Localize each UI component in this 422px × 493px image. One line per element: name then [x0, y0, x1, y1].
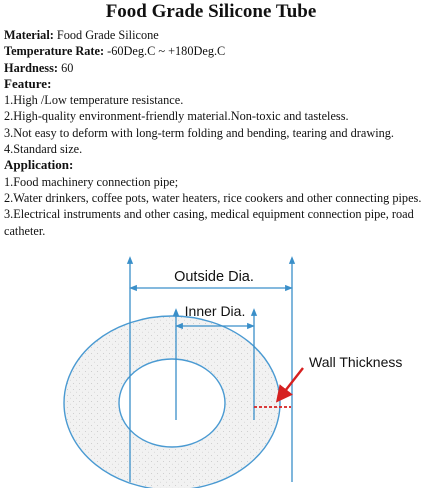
- outside-dia-label: Outside Dia.: [174, 269, 254, 285]
- temperature-label: Temperature Rate:: [4, 44, 105, 59]
- feature-item: 4.Standard size.: [4, 142, 83, 157]
- temperature-value: -60Deg.C ~ +180Deg.C: [107, 44, 226, 59]
- material-row: [4, 27, 420, 43]
- wall-thickness-pointer-arrow: [278, 368, 303, 400]
- tube-wall-ring: [64, 316, 280, 488]
- tube-diagram-svg: [0, 250, 422, 488]
- spec-content: [4, 27, 420, 239]
- hardness-label: Hardness:: [4, 60, 58, 75]
- tube-cross-section-diagram: [0, 250, 422, 488]
- application-heading: Application:: [4, 157, 74, 173]
- feature-item: 3.Not easy to deform with long-term folding and bending, tearing and drawing.: [4, 125, 394, 140]
- application-item: 2.Water drinkers, coffee pots, water heaters, rice cookers and other connecting pipes.: [4, 190, 422, 205]
- material-label: Material:: [4, 28, 54, 42]
- temperature-row: [4, 43, 420, 59]
- page-title: Food Grade Silicone Tube: [105, 1, 317, 22]
- feature-heading: Feature:: [4, 75, 52, 91]
- hardness-value: 60: [61, 60, 74, 75]
- feature-item: 2.High-quality environment-friendly material.Non-toxic and tasteless.: [4, 109, 349, 124]
- wall-thickness-label: Wall Thickness: [309, 354, 403, 370]
- inner-dia-label: Inner Dia.: [184, 303, 246, 319]
- application-item: 3.Electrical instruments and other casing, medical equipment connection pipe, road catheter.: [4, 207, 414, 238]
- hardness-row: [4, 60, 420, 76]
- application-item: 1.Food machinery connection pipe;: [4, 174, 179, 189]
- material-value: Food Grade Silicone: [56, 28, 159, 42]
- feature-item: 1.High /Low temperature resistance.: [4, 93, 184, 108]
